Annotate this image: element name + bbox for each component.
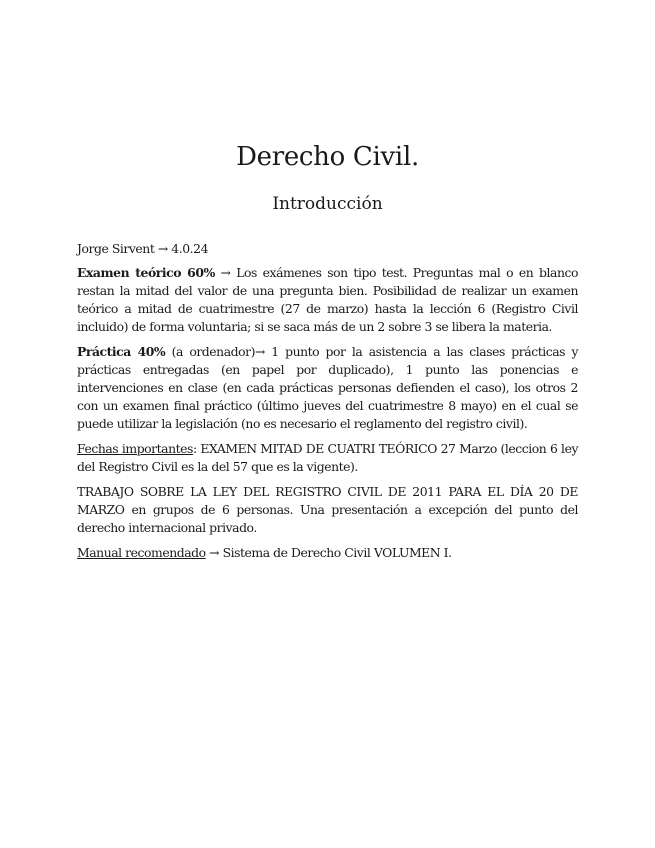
document-subtitle: Introducción bbox=[272, 194, 383, 214]
manual-text: → Sistema de Derecho Civil VOLUMEN I. bbox=[205, 545, 452, 560]
author-line bbox=[77, 240, 578, 258]
dates-label: Fechas importantes bbox=[77, 441, 193, 456]
assignment-paragraph: TRABAJO SOBRE LA LEY DEL REGISTRO CIVIL DE 2011 PARA EL DÍA 20 DE MARZO en grupos de 6 personas. Una presentación a excepción del punto del derecho internacional privado. bbox=[77, 484, 578, 535]
practice-text: (a ordenador)→ 1 punto por la asistencia a las clases prácticas y prácticas entregadas (en papel por duplicado), 1 punto las ponencias e intervenciones en clase (en cada prácticas personas defienden el caso), los otros 2 con un examen final práctico (último jueves del cuatrimestre 8 mayo) en el cual se puede utilizar la legislación (no es necesario el reglamento del registro civil). bbox=[77, 344, 578, 431]
document-title: Derecho Civil. bbox=[236, 142, 419, 172]
document-body bbox=[77, 240, 578, 569]
version-number: 4.0.24 bbox=[171, 241, 209, 256]
arrow-icon: → bbox=[154, 241, 172, 256]
exam-text: → Los exámenes son tipo test. Preguntas mal o en blanco restan la mitad del valor de una pregunta bien. Posibilidad de realizar un examen teórico a mitad de cuatrimestre (27 de marzo) hasta la lección 6 (Registro Civil incluido) de forma voluntaria; si se saca más de un 2 sobre 3 se libera la materia. bbox=[77, 265, 578, 334]
exam-label: Examen teórico 60% bbox=[77, 265, 215, 280]
manual-paragraph bbox=[77, 544, 578, 562]
practice-paragraph bbox=[77, 343, 578, 433]
dates-text: : EXAMEN MITAD DE CUATRI TEÓRICO 27 Marzo (leccion 6 ley del Registro Civil es la del 57 que es la vigente). bbox=[77, 441, 578, 474]
dates-paragraph bbox=[77, 440, 578, 476]
exam-paragraph bbox=[77, 264, 578, 336]
author-name: Jorge Sirvent bbox=[77, 241, 155, 256]
practice-label: Práctica 40% bbox=[77, 344, 166, 359]
manual-label: Manual recomendado bbox=[77, 545, 206, 560]
